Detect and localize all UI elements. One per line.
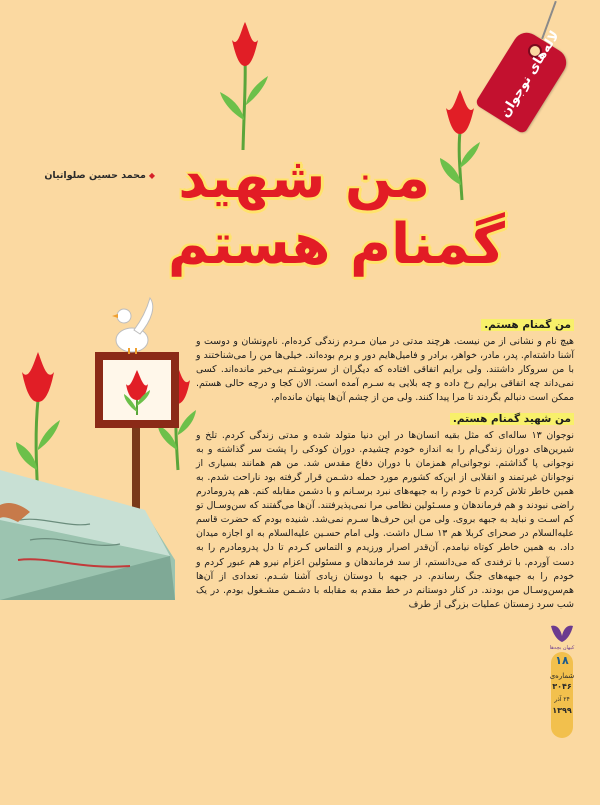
page-number-tab	[547, 622, 577, 742]
page-title-line1: من شهید	[178, 146, 430, 211]
section-tag-label: لاله‌های نوجوان	[497, 28, 563, 121]
page-number: ۱۸	[555, 654, 569, 667]
issue-date: ۲۴ آذر	[554, 696, 570, 703]
section-paragraph: هیچ نام و نشانی از من نیست. هرچند مدتی در میان مـردم زندگی کرده‌ام. نام‌ونشان و دوست و آشنا داشته‌ام. پدر، مادر، خواهر، برادر و فامیل‌هایم دور و برم بوده‌اند. خیلی‌ها من را می‌شناختند و با من سروکار داشتند. ولی برایم اتفاقی افتاده که دیگران از سرنوشـتم بی‌خبر مانده‌اند. کسی نمی‌داند چه اتفاقی برایم رخ داده و چه بلایی به سـرم آمده است. الان کجا و درچه حالی هستم. ممکن است دنبالم بگردند تا مرا پیدا کنند. ولی من از چشم آن‌ها پنهان مانده‌ام.	[196, 336, 574, 404]
article-body	[196, 318, 574, 618]
section-heading: من شهید گمنام هستم.	[196, 412, 574, 426]
section-heading: من گمنام هستم.	[196, 318, 574, 332]
dove-bird-icon	[112, 298, 153, 354]
logo-text: کیهان بچه‌ها	[549, 645, 575, 650]
diamond-bullet-icon: ◆	[148, 171, 155, 180]
tulip-flower-icon	[440, 90, 480, 200]
author-line	[20, 170, 155, 181]
kayhan-logo-icon	[547, 622, 577, 650]
issue-year: ۱۳۹۹	[552, 706, 572, 715]
section-paragraph: نوجوان ۱۳ ساله‌ای که مثل بقیه انسان‌ها در این دنیا متولد شده و مدتی زندگی کردم. تلخ و شیرین‌های دوران زندگی‌ام را به اندازه خودم چشیدم. دوران کودکی را پشت سر گذاشته و به نوجوانی پا گذاشتم. نوجوانی‌ام همزمان با دوران دفاع مقدس شد. من هم همانند بسیاری از نوجوانان غیرتمند و انقلابی از این‌که کشورم مورد حمله دشـمن قرار گرفته بود ناراحت شدم. به همین خاطر تلاش کردم تا خودم را به جبهه‌های نبرد برسـانم و با دشمن مقابله کنم. هم پدرومادرم راضی نبودند و هم فرماندهان و مسـئولین نظامی مرا نمی‌پذیرفتند. آن‌ها می‌گفتند که سن‌وسـال تو کم اسـت و نباید به جبهه بروی. ولی من این حرف‌ها سـرم نمی‌شد. شنیده بودم که حضرت قاسم علیه‌السلام در صحرای کربلا هم ۱۳ سـال داشت. ولی امام حسـین علیه‌السلام به او اجازه میدان داد. به همین خاطر کوتاه نیامدم. آن‌قدر اصرار ورزیدم و التماس کـردم تا دل پدرومادرم را به دست آوردم. با ترفندی که می‌دانستم، از سد فرماندهان و مسئولین اعزام نیرو هم عبور کردم و خودم را به جبهه‌های جنگ رساندم. در جبهه با دوستان زیادی آشنا شـدم. تعدادی از آن‌ها هم‌سن‌وسـال من بودند. در کنار دوستانم در خط مقدم به مقابله با دشـمن مشـغول بودم. در یک شب سرد زمستان عملیات بزرگی از طرف	[196, 429, 575, 610]
page-title-line2: گمنام هستم	[167, 212, 505, 277]
issue-label: شماره‌ی	[549, 672, 575, 680]
tulip-flower-icon	[220, 22, 268, 150]
issue-number: ۳۰۴۶	[552, 682, 572, 691]
author-name: محمد حسین صلواتیان	[44, 170, 146, 181]
grave-stone	[0, 470, 175, 600]
